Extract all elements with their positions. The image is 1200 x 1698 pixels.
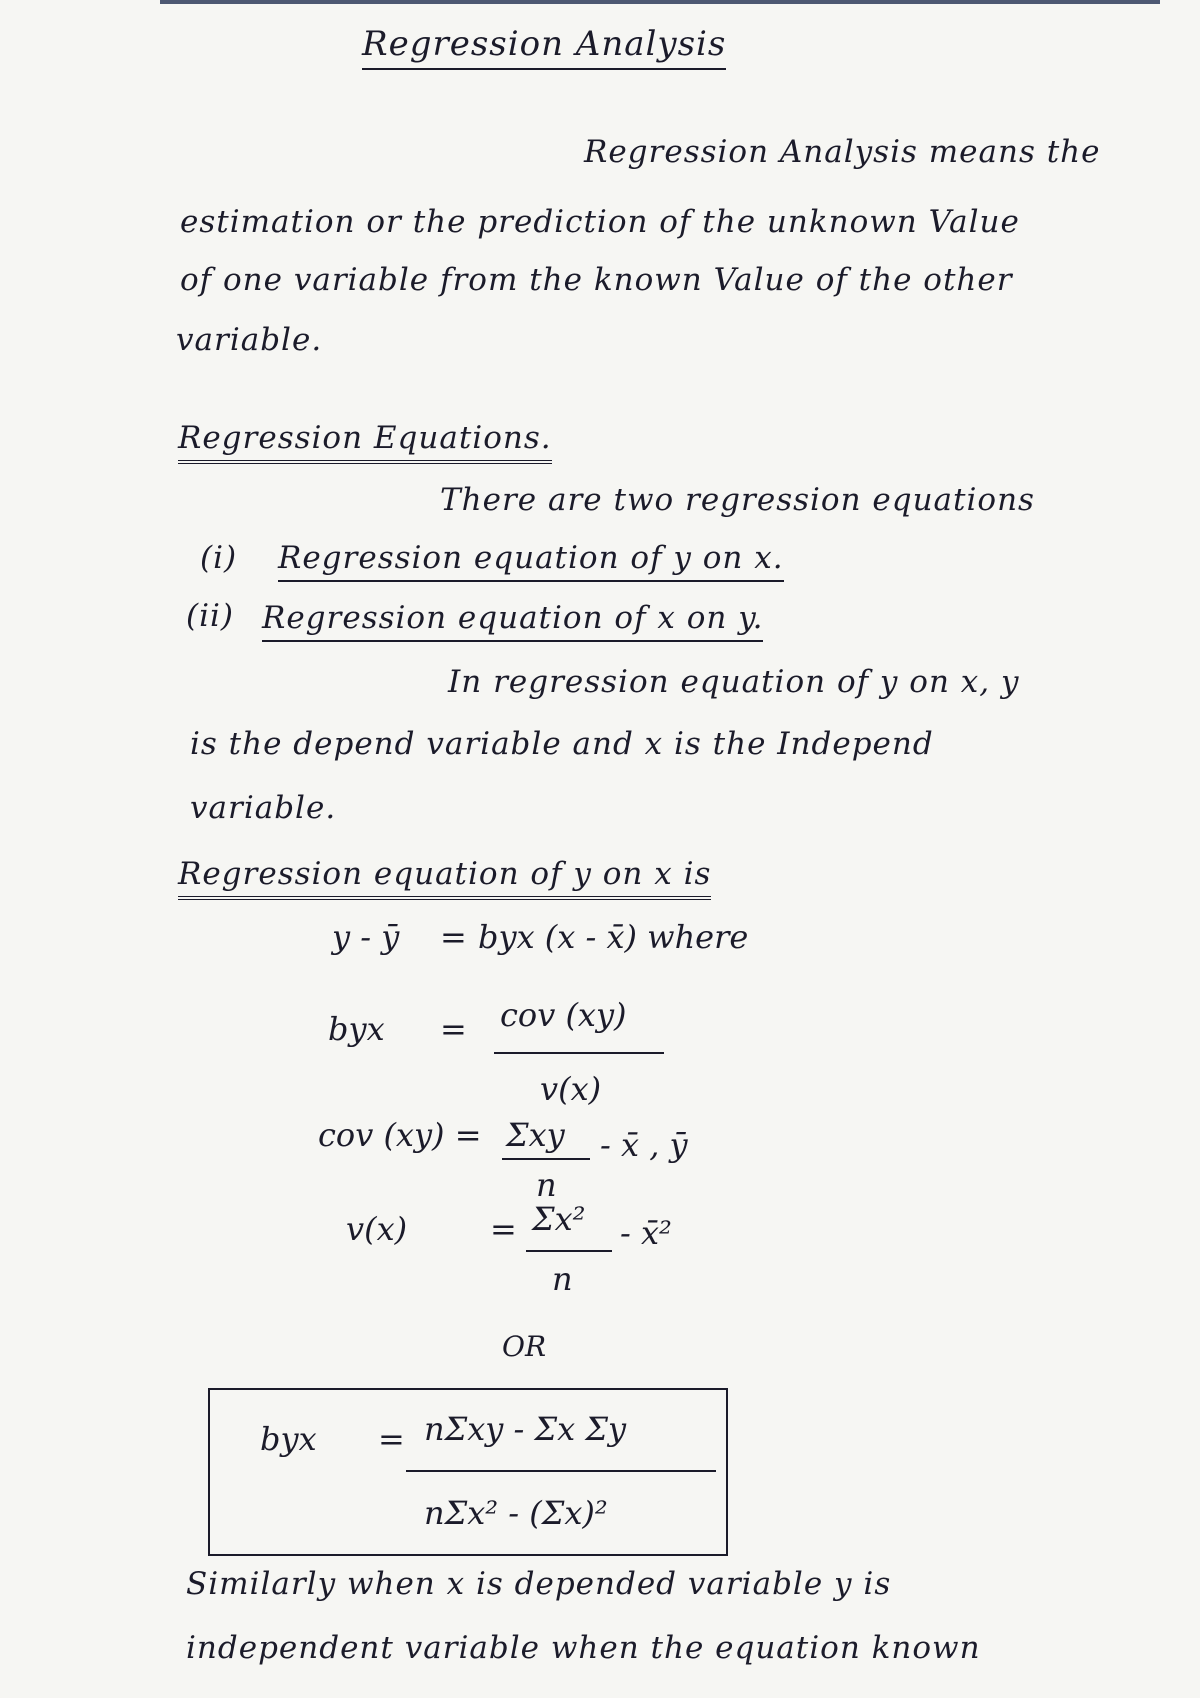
section-heading: Regression Equations. [178, 420, 552, 464]
box-denominator: nΣx² - (Σx)² [424, 1494, 608, 1532]
explain-line-2: is the depend variable and x is the Independ [190, 726, 934, 762]
byx-numerator: cov (xy) [500, 996, 627, 1034]
closing-line-1: Similarly when x is depended variable y is [186, 1566, 892, 1602]
intro-line-3: of one variable from the known Value of the other [180, 262, 1013, 298]
box-numerator: nΣxy - Σx Σy [424, 1410, 627, 1448]
cov-lhs: cov (xy) = [318, 1116, 482, 1154]
closing-line-2: independent variable when the equation known [186, 1630, 981, 1666]
box-fraction-bar [406, 1470, 716, 1472]
intro-line-1: Regression Analysis means the [584, 134, 1101, 170]
list-item-1-text: Regression equation of y on x. [278, 540, 784, 582]
sub-heading: Regression equation of y on x is [178, 856, 711, 900]
vx-numerator: Σx² [532, 1200, 586, 1238]
intro-line-4: variable. [176, 322, 323, 358]
list-item-1-number: (i) [200, 540, 238, 576]
eq1-equals: = [440, 918, 467, 956]
eq1-rhs: byx (x - x̄) where [478, 918, 749, 956]
vx-denominator: n [552, 1260, 573, 1298]
byx-lhs: byx [328, 1010, 385, 1048]
intro-line-2: estimation or the prediction of the unknown Value [180, 204, 1020, 240]
byx-denominator: v(x) [540, 1070, 602, 1108]
cov-numerator: Σxy [506, 1116, 565, 1154]
box-equals: = [378, 1420, 405, 1458]
vx-lhs: v(x) [346, 1210, 408, 1248]
cov-tail: - x̄ , ȳ [600, 1126, 688, 1164]
list-item-2-text: Regression equation of x on y. [262, 600, 763, 642]
or-label: OR [502, 1330, 547, 1363]
cov-denominator: n [536, 1166, 557, 1204]
vx-fraction-bar [526, 1250, 612, 1252]
cov-fraction-bar [502, 1158, 590, 1160]
vx-equals: = [490, 1210, 517, 1248]
page-top-edge [160, 0, 1160, 4]
explain-line-3: variable. [190, 790, 337, 826]
box-lhs: byx [260, 1420, 317, 1458]
page-title: Regression Analysis [362, 24, 726, 70]
byx-fraction-bar [494, 1052, 664, 1054]
byx-equals: = [440, 1010, 467, 1048]
list-item-2-number: (ii) [186, 598, 235, 634]
explain-line-1: In regression equation of y on x, y [448, 664, 1020, 700]
eq1-lhs: y - ȳ [332, 918, 400, 956]
vx-tail: - x̄² [620, 1214, 672, 1252]
intro2-line: There are two regression equations [440, 482, 1035, 518]
